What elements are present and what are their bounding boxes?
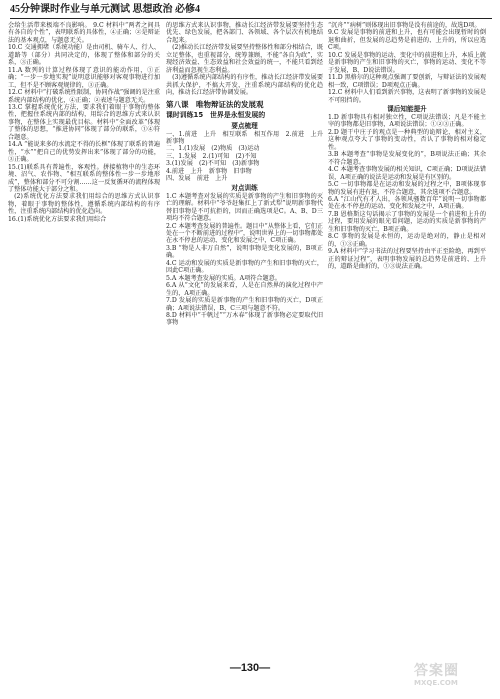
watermark-url: MXQE.COM <box>414 679 458 687</box>
answer-paragraph: 5.A 本题考查发展的实质。A项符合题意。 <box>166 274 281 282</box>
answer-paragraph: 11.D 黑格尔的这种观点强调了要创新，与辩证法的发展观相一致，C项错误；D项观点正确。 <box>328 74 486 89</box>
answer-paragraph: 2.D 题干中庄子的观点是一种典型的诡辩论、相对主义，这种观点夸大了事物的变动性，否认了事物的相对稳定性。 <box>328 128 486 151</box>
answer-paragraph: 1.C 本题考查对发展的实质是新事物的产生和旧事物的灭亡的理解。材料中“爷爷赶集扛上了新式犁”说明新事物代替旧事物是不可抗拒的，因而正确选项是C。A、B、D三项均不符合题意。 <box>166 192 323 223</box>
answer-paragraph: 16.(1)系统优化方法要求我们用综合 <box>8 215 107 223</box>
section-heading-extension: 课后知能提升 <box>387 104 427 113</box>
answer-paragraph: 14.A “能说来多的水流定不得的长框”体现了联系的普遍性，“水”“把自己的优势发挥出来”体现了部分的功能，③正确。 <box>8 141 160 164</box>
key-point-line: 3.(1)发展 (2)不可知 (3)新事物 <box>166 160 260 168</box>
key-point-line: 四、发展 前进 上升 <box>166 175 228 183</box>
chapter-title: 第八课 唯物辩证法的发展观 <box>166 99 264 109</box>
answer-paragraph: 6.A “江山代有才人出，各领风骚数百年”说明一切事物都处在永不停息的运动、变化和发展之中，A项正确。 <box>328 195 486 211</box>
answer-paragraph: 2.C 本题考查发展的普遍性。题目中“从整体上看，它们正处在一个不断前进的过程中”，说明世界上的一切事物都处在永不停息的运动、变化和发展之中，C项正确。 <box>166 222 323 245</box>
answer-paragraph: 7.D 发展的实质是新事物的产生和旧事物的灭亡，D项正确；A项说法错误，B、C三项与题意不符。 <box>166 297 323 312</box>
answer-paragraph: 10.C 发展是事物的运动、变化中的前进和上升，本质上就是新事物的产生和旧事物的灭亡，事物的运动、变化不等于发展，B、D说法错误。 <box>328 51 486 74</box>
answer-paragraph: 6.A 从“文化”的发展来看，人是在自然界的演化过程中产生的，A项正确。 <box>166 282 323 297</box>
lesson-title: 课时训练15 世界是永恒发展的 <box>166 110 266 119</box>
answer-paragraph: 9.C 发展是事物的前进和上升，也有可能会出现暂时的倒退和曲折，但发展的总趋势是前进的、上升的，所以应选C项。 <box>328 29 486 52</box>
answer-paragraph: 12.C 材料中“打破系统性限制，协同作战”强调的是注重系统内部结构的优化，④正确；②表述与题意无关。 <box>8 89 160 104</box>
answer-paragraph: 5.C 一切事物都是在运动和发展的过程之中，B项体现事物的发展有进有退，不符合题意，其余选项不合题意。 <box>328 181 486 196</box>
answer-paragraph: (3)遵循系统内部结构的有序性，推动长江经济带发展要共抓大保护，不搞大开发，注重系统内部结构的优化趋向，推动长江经济带协调发展。 <box>166 74 323 97</box>
section-heading-practice: 对点训练 <box>231 183 258 192</box>
page-header <box>10 2 492 19</box>
answer-paragraph: 3.B “物是人非万自然”，说明事物是变化发展的，B项正确。 <box>166 244 323 260</box>
answer-column-3 <box>328 22 486 654</box>
answer-paragraph: 4.C 运动和发展的实质是新事物的产生和旧事物的灭亡，因此C项正确。 <box>166 259 323 275</box>
page-number: —130— <box>229 662 271 674</box>
answer-column-2 <box>166 22 330 654</box>
answer-paragraph: 15.(1)联系具有普遍性、客观性。拼接植物中的生态环境、沼气、农作物、“相互联系的整体性一步一步地形成”，整体和部分不可分割……这一反复循环的流程体现了整体功能大于部分之和。 <box>8 163 160 193</box>
key-point-line: 二、1.(1)发展 (2)物质 (3)运动 <box>166 145 260 153</box>
answer-paragraph: 的思维方式来认识事物，推动长江经济带发展要坚持生态优先、绿色发展，把各部门、各领域、各个层次有机地结合起来。 <box>166 22 323 44</box>
answer-paragraph: 4.C 本题考查事物发展的相关知识，C项正确；D项说法错误，A项正确的说法是运动和发展是有区别的。 <box>328 166 486 181</box>
answer-paragraph: 11.A 数列的计算过程体现了意识的能动作用，①正确；“一步一步地实现”说明意识能够对客观事物进行加工，但不是不顾客观规律的，③正确。 <box>8 66 160 89</box>
answer-paragraph: 13.C 掌握系统优化方法，要求我们着眼于事物的整体性，把握住系统内部的结构，用综合的思维方式来认识事物，在整体上实现最优目标。材料中“全面改革”体现了整体的思想，“推进协同”体现了部分的联系，①④符合题意。 <box>8 103 160 141</box>
key-point-line: 4.前进 上升 新事物 旧事物 <box>166 167 252 175</box>
answer-paragraph: (2)系统优化方法要求我们用综合的思维方式认识事物，着眼于事物的整体性，遵循系统内部结构的有序性，注重系统内部结构的优化趋向。 <box>8 193 160 216</box>
watermark-text: 答案圈 <box>414 663 459 679</box>
answer-paragraph: 会给生活带来极端不良影响。 9.C 材料中“两者之间具有各自的个性”，表明联系的具体性，④正确；②是辩证法的基本观点，与题意无关。 <box>8 22 160 44</box>
answer-paragraph: 10.C 交通拥堵（系统功能）是由司机、骑车人、行人、道路等（部分）共同决定的，体现了整体和部分的关系，③正确。 <box>8 44 160 67</box>
watermark-logo <box>414 663 494 693</box>
answer-paragraph: “沉舟”“病树”则体现出旧事物是没有前途的，故选D项。 <box>328 22 481 29</box>
answer-paragraph: 7.B 恩格斯这句话揭示了事物的发展是一个前进和上升的过程，要用发展的眼光看问题，运动的实质是新事物的产生和旧事物的灭亡，B项正确。 <box>328 210 486 233</box>
header-title: 45分钟课时作业与单元测试 思想政治 必修4 <box>10 4 200 15</box>
answer-paragraph: 12.C 材料中人们看到新兴事物，这表明了新事物的发展是不可阻挡的。 <box>328 89 486 104</box>
key-point-line: 一、1.前进 上升 相互联系 相互作用 2.前进 上升 新事物 <box>166 130 330 145</box>
key-point-line: 三、1.发展 2.(1)可知 (2)不知 <box>166 152 257 160</box>
answer-paragraph: 1.D 新事物具有相对独立性，C项说法错误；凡是不能主宰的事物都是旧事物，A项说法错误；①②③正确。 <box>328 113 486 129</box>
section-heading-key-points: 要点梳理 <box>231 121 258 130</box>
answer-paragraph: 3.B 本题考查“事物是发展变化的”，B项说法正确；其余不符合题意。 <box>328 151 486 166</box>
answer-paragraph: (2)推动长江经济带发展要坚持整体性和部分相结合，既立足整体，也重视部分，统筹兼顾，不能“各自为政”，实现经济效益、生态效益和社会效益的统一，不能只看到经济利益而忽视生态利益。 <box>166 44 323 74</box>
answer-paragraph: 9.A 材料中“学习书法的过程要坚持由平正至险绝，再到平正的辩证过程”，表明事物发展的总趋势是前进的、上升的，道路是曲折的，①③说法正确。 <box>328 248 486 271</box>
answer-paragraph: 8.C 事物的发展是永恒的，运动是绝对的，静止是相对的，①③正确。 <box>328 233 486 248</box>
answer-paragraph: 8.D 材料中“千帆过”“万木春”体现了新事物必定要取代旧事物 <box>166 311 323 327</box>
answer-column-1 <box>8 22 160 654</box>
